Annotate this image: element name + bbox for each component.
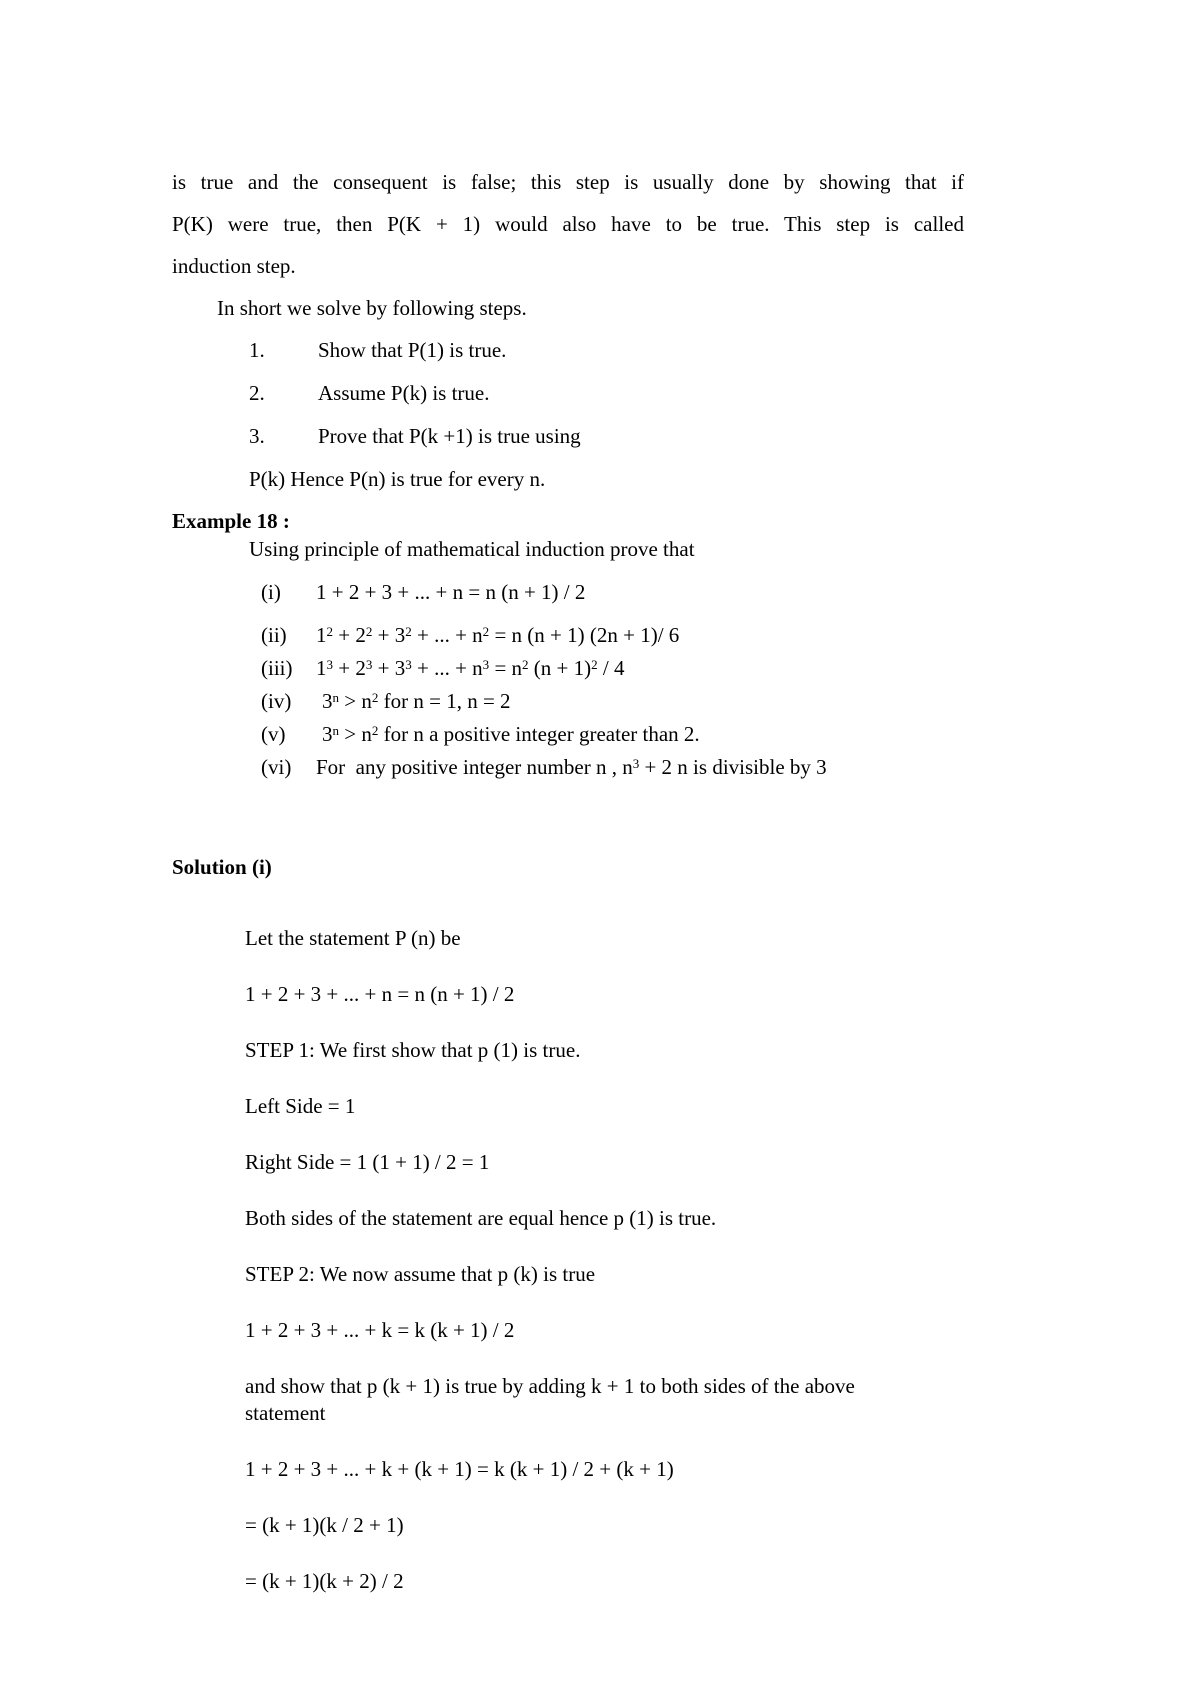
step-text: Show that P(1) is true. [318,338,507,362]
solution-line: statement [245,1401,326,1425]
solution-line: and show that p (k + 1) is true by adding k + 1 to both sides of the above [245,1374,855,1398]
item-label: (iii) [261,656,293,680]
item-label: (iv) [261,689,292,713]
solution-line: Left Side = 1 [245,1094,356,1118]
solution-line: 1 + 2 + 3 + ... + k = k (k + 1) / 2 [245,1318,515,1342]
step-number: 1. [249,338,265,362]
solution-line: = (k + 1)(k / 2 + 1) [245,1513,404,1537]
solution-line: 1 + 2 + 3 + ... + n = n (n + 1) / 2 [245,982,515,1006]
intro-line-1: is true and the consequent is false; this step is usually done by showing that if [172,170,964,194]
step-text: Prove that P(k +1) is true using [318,424,581,448]
steps-tail: P(k) Hence P(n) is true for every n. [249,467,546,491]
item-formula: $1^3 + 2^3 + 3^3$ + ... + $n^3 = n^2$ $(n + 1)^2 / 4$ [316,656,625,680]
item-formula: For any positive integer number n , $n^3 + 2$ n is divisible by 3 [316,755,827,779]
item-formula: $3^n > n^2$ for n a positive integer greater than 2. [322,722,700,746]
item-label: (i) [261,580,281,604]
solution-line: STEP 1: We first show that p (1) is true. [245,1038,581,1062]
solution-line: Right Side = 1 (1 + 1) / 2 = 1 [245,1150,490,1174]
solution-heading: Solution (i) [172,855,272,879]
step-number: 2. [249,381,265,405]
item-label: (vi) [261,755,292,779]
example-prompt: Using principle of mathematical induction prove that [249,537,695,561]
intro-line-3: induction step. [172,254,296,278]
item-formula: $3^n > n^2$ for n = 1, n = 2 [322,689,511,713]
in-short-line: In short we solve by following steps. [217,296,527,320]
item-formula: $1^2 + 2^2 + 3^2$ + ... + $n^2 = n$ (n + 1) (2n + 1)/ 6 [316,623,680,647]
solution-line: 1 + 2 + 3 + ... + k + (k + 1) = k (k + 1) / 2 + (k + 1) [245,1457,674,1481]
solution-line: Let the statement P (n) be [245,926,461,950]
solution-line: Both sides of the statement are equal hence p (1) is true. [245,1206,717,1230]
item-formula: 1 + 2 + 3 + ... + n = n (n + 1) / 2 [316,580,586,604]
example-heading: Example 18 : [172,509,290,533]
intro-line-2: P(K) were true, then P(K + 1) would also have to be true. This step is called [172,212,964,236]
item-label: (v) [261,722,286,746]
step-number: 3. [249,424,265,448]
solution-line: = (k + 1)(k + 2) / 2 [245,1569,404,1593]
solution-line: STEP 2: We now assume that p (k) is true [245,1262,596,1286]
item-label: (ii) [261,623,287,647]
step-text: Assume P(k) is true. [318,381,490,405]
